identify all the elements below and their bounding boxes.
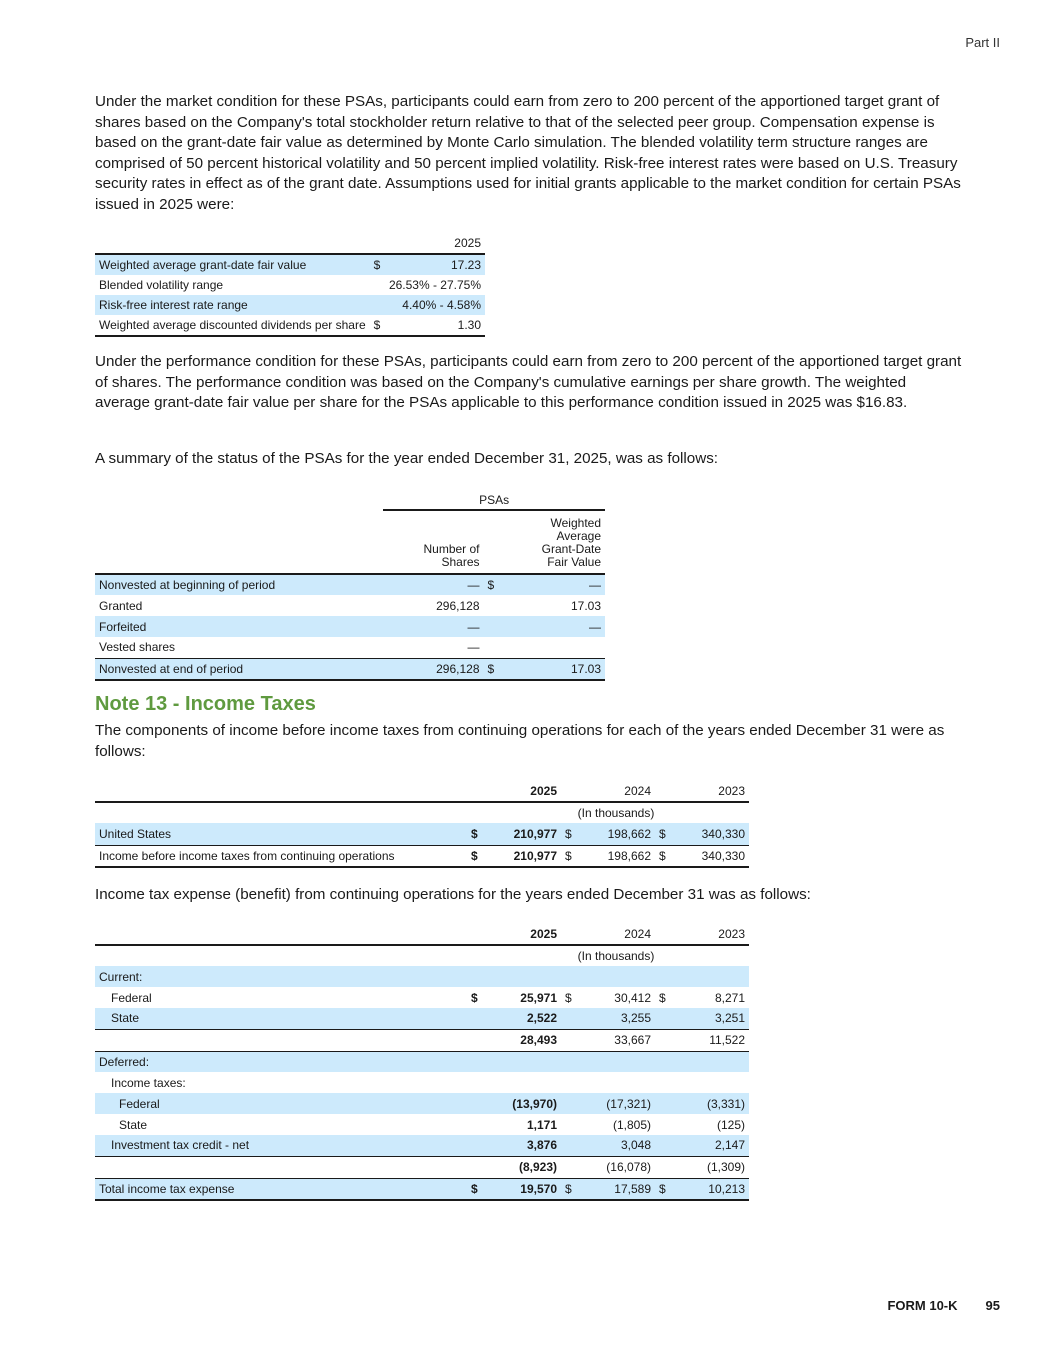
table-row: Weighted average grant-date fair value $ 17.23 [95,254,485,275]
table-row: Granted 296,128 17.03 [99,598,601,613]
unit-row: (In thousands) [95,945,749,966]
table-row: Nonvested at beginning of period — $ — [95,574,605,595]
page-number: 95 [985,1298,1000,1313]
table-row: Federal $ 25,971 $ 30,412 $ 8,271 [111,990,745,1005]
table-row: Current: [95,966,749,987]
paragraph-performance-condition: Under the performance condition for these PSAs, participants could earn from zero to 200 percent of the apportioned target grant of shares. The performance condition was based on the Company's cumulative earnings per share growth. The weighted average grant-date fair value per share for the PSAs applicable to this performance condition issued in 2025 was $16.83. [95,353,962,411]
table-row [95,275,485,295]
row-value: 17.23 [385,254,485,275]
unit-row: (In thousands) [95,802,749,823]
number-of-shares-header: Number of Shares [423,542,480,569]
row-label: Weighted average grant-date fair value [95,254,370,275]
part-label: Part II [965,35,1000,50]
column-header-row [95,510,605,574]
paragraph-market-condition: Under the market condition for these PSAs, participants could earn from zero to 200 percent of the apportioned target grant of shares based on the Company's total stockholder return relative to that of the selected peer group. Compensation expense is based on the grant-date fair value as determined by Monte Carlo simulation. The blended volatility term structure ranges are comprised of 50 percent historical volatility and 50 percent implied volatility. Risk-free interest rates were based on U.S. Treasury security rates in effect as of the grant date. Assumptions used for initial grants applicable to the market condition for certain PSAs issued in 2025 were: [95,93,961,213]
table-row: Investment tax credit - net 3,876 3,048 2,147 [95,1135,749,1156]
note-heading: Note 13 - Income Taxes [95,693,316,715]
table-row: State 1,171 (1,805) (125) [119,1117,745,1132]
paragraph-tax-expense: Income tax expense (benefit) from continuing operations for the years ended December 31 was as follows: [95,886,811,903]
table-row [95,295,485,315]
page-footer [887,1298,1000,1313]
psa-status-table [95,490,605,681]
table-row: Nonvested at end of period 296,128 $ 17.03 [95,658,605,680]
fair-value-header: Weighted Average Grant-Date Fair Value [541,516,601,569]
row-label: Weighted average discounted dividends per share [95,315,370,336]
table-row: Forfeited — — [95,616,605,637]
row-label: Risk-free interest rate range [95,295,370,315]
assumptions-table [95,233,485,337]
form-label: FORM 10-K [887,1298,958,1313]
total-row: Total income tax expense $ 19,570 $ 17,589 $ 10,213 [95,1178,749,1200]
table-row: Deferred: [95,1051,749,1072]
group-header-row [95,490,605,510]
table-header-row [95,233,485,254]
year-header-row: 2025 2024 2023 [530,784,745,798]
income-before-taxes-table [95,781,749,868]
row-value: 1.30 [385,315,485,336]
year-header: 2025 [454,236,481,250]
paragraph-psa-summary: A summary of the status of the PSAs for the year ended December 31, 2025, was as follows: [95,450,719,467]
table-row: Weighted average discounted dividends per share $ 1.30 [95,315,485,336]
row-value: 4.40% - 4.58% [385,295,485,315]
table-row: Income taxes: [111,1075,186,1090]
row-value: 26.53% - 27.75% [388,278,481,292]
paragraph-income-components: The components of income before income taxes from continuing operations for each of the years ended December 31 were as follows: [95,722,945,760]
year-header-row: 2025 2024 2023 [530,927,745,941]
psas-group-header: PSAs [383,490,605,510]
income-tax-expense-table [95,924,749,1201]
table-row: Federal (13,970) (17,321) (3,331) [95,1093,749,1114]
table-row: Income before income taxes from continuing operations $ 210,977 $ 198,662 $ 340,330 [95,845,749,867]
row-label: Blended volatility range [99,278,224,292]
subtotal-row: (8,923) (16,078) (1,309) [95,1156,749,1178]
table-row: Vested shares — [99,640,480,655]
subtotal-row: 28,493 33,667 11,522 [95,1029,749,1051]
table-row: State 2,522 3,255 3,251 [95,1008,749,1029]
table-row: United States $ 210,977 $ 198,662 $ 340,330 [95,823,749,845]
